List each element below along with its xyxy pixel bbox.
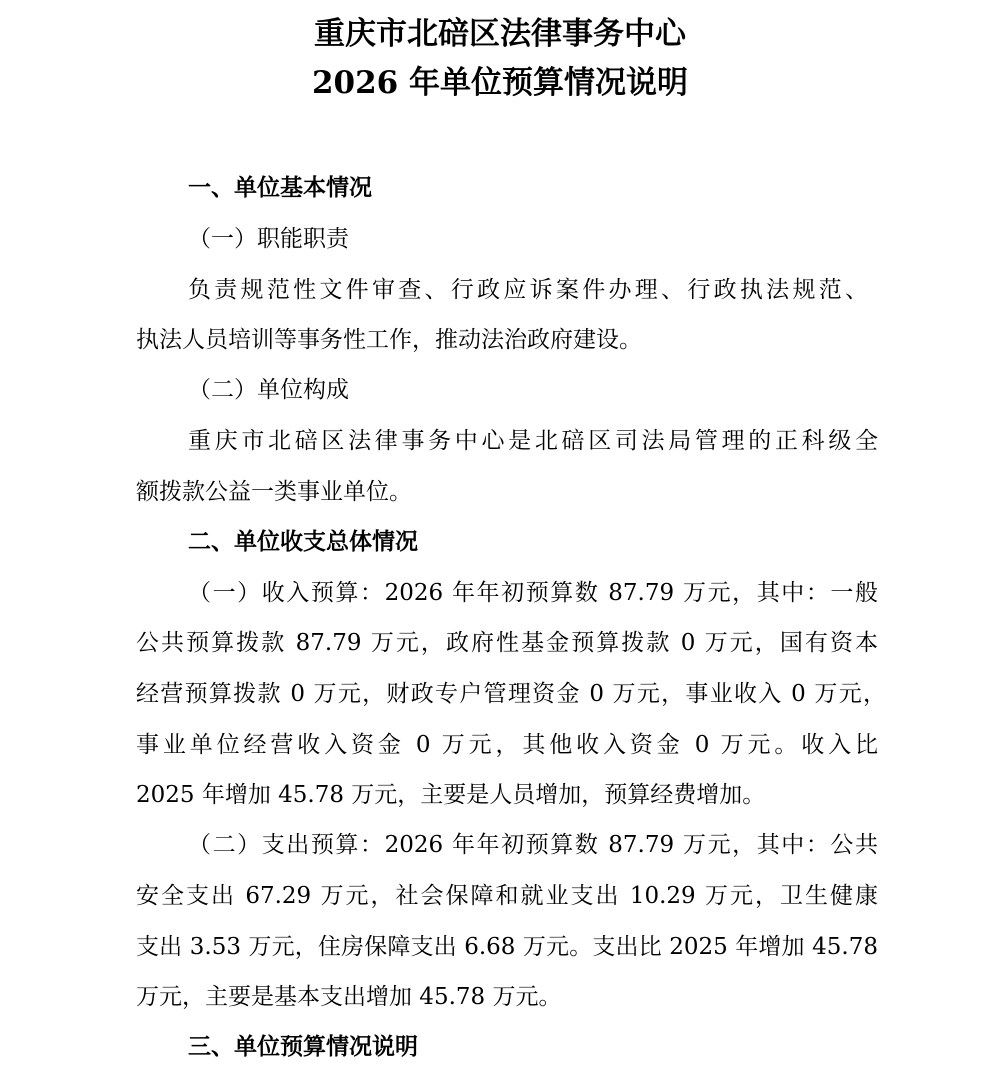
- composition-paragraph-line2: 额拨款公益一类事业单位。: [136, 479, 412, 505]
- section2-heading: 二、单位收支总体情况: [188, 528, 418, 555]
- duties-paragraph-line1: 负责规范性文件审查、行政应诉案件办理、行政执法规范、: [188, 277, 868, 303]
- expense-paragraph-line1: （二）支出预算：2026 年年初预算数 87.79 万元，其中：公共: [188, 832, 878, 858]
- section1-heading: 一、单位基本情况: [188, 174, 372, 201]
- expense-paragraph-line2: 安全支出 67.29 万元，社会保障和就业支出 10.29 万元，卫生健康: [136, 883, 878, 909]
- income-paragraph-line5: 2025 年增加 45.78 万元，主要是人员增加，预算经费增加。: [136, 782, 766, 808]
- income-paragraph-line3: 经营预算拨款 0 万元，财政专户管理资金 0 万元，事业收入 0 万元，: [136, 681, 886, 707]
- composition-paragraph-line1: 重庆市北碚区法律事务中心是北碚区司法局管理的正科级全: [188, 428, 878, 454]
- income-paragraph-line1: （一）收入预算：2026 年年初预算数 87.79 万元，其中：一般: [188, 580, 878, 606]
- income-paragraph-line4: 事业单位经营收入资金 0 万元，其他收入资金 0 万元。收入比: [136, 732, 878, 758]
- income-paragraph-line2: 公共预算拨款 87.79 万元，政府性基金预算拨款 0 万元，国有资本: [136, 630, 878, 656]
- section3-heading: 三、单位预算情况说明: [188, 1033, 418, 1060]
- document-title-line2: 2026 年单位预算情况说明: [311, 65, 689, 101]
- subsection-composition-heading: （二）单位构成: [188, 377, 349, 403]
- expense-paragraph-line4: 万元，主要是基本支出增加 45.78 万元。: [136, 984, 562, 1010]
- document-title-line1: 重庆市北碚区法律事务中心: [314, 16, 686, 52]
- duties-paragraph-line2: 执法人员培训等事务性工作，推动法治政府建设。: [136, 327, 642, 353]
- subsection-duties-heading: （一）职能职责: [188, 226, 349, 252]
- expense-paragraph-line3: 支出 3.53 万元，住房保障支出 6.68 万元。支出比 2025 年增加 45.78: [136, 934, 878, 960]
